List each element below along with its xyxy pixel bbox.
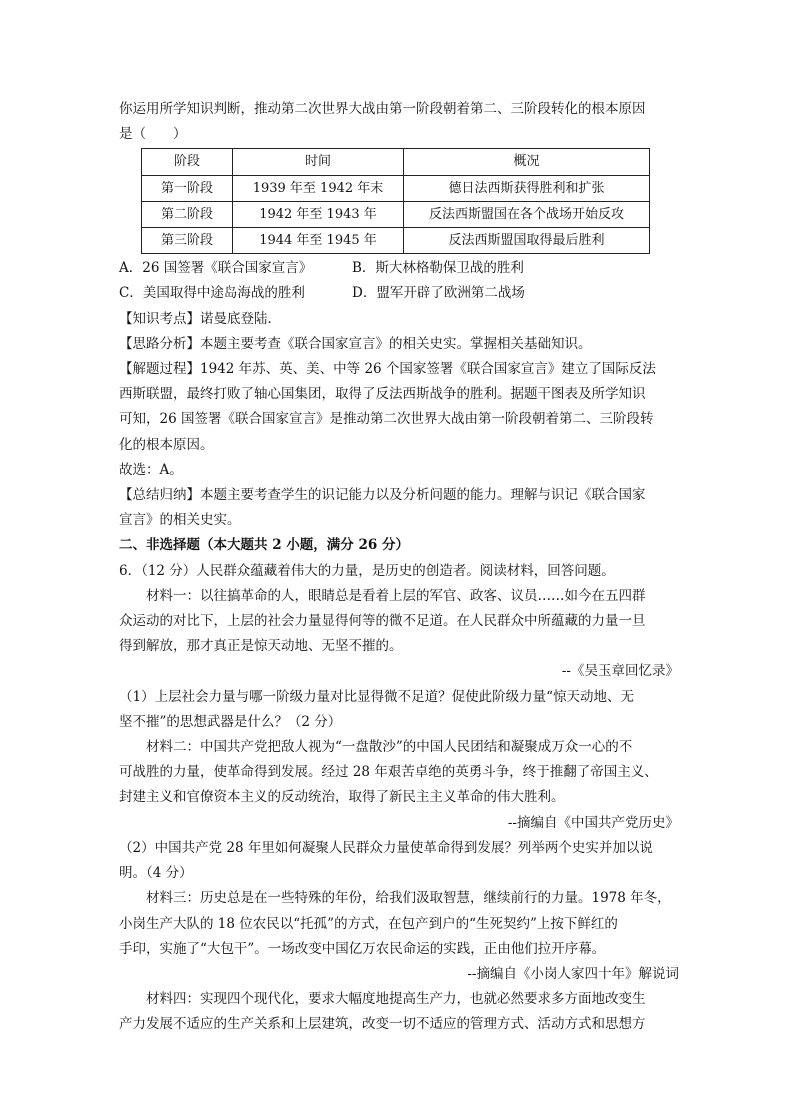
table-row: [142, 201, 650, 227]
option-d: D．盟军开辟了欧洲第二战场: [352, 285, 525, 302]
question5-stem-line2: 是（ ）: [119, 126, 187, 143]
summary-line2: 宣言》的相关史实。: [119, 512, 241, 529]
table-cell: 1944 年至 1945 年: [233, 228, 404, 254]
knowledge-point: 【知识考点】诺曼底登陆．: [119, 310, 281, 327]
solution-line3: 可知，26 国签署《联合国家宣言》是推动第二次世界大战由第一阶段朝着第二、三阶段转: [119, 411, 654, 428]
table-cell: 反法西斯盟国在各个战场开始反攻: [404, 201, 650, 227]
table-header-row: [142, 149, 650, 175]
material1-line3: 得到解放，那才真正是惊天动地、无坚不摧的。: [119, 638, 403, 655]
material2-line1: 材料二：中国共产党把敌人视为“一盘散沙”的中国人民团结和凝聚成万众一心的不: [146, 739, 633, 756]
table-cell: 第三阶段: [142, 228, 233, 254]
solution-line4: 化的根本原因。: [119, 436, 214, 453]
table-header-cell: 概况: [404, 149, 650, 175]
summary-line1: 【总结归纳】本题主要考查学生的识记能力以及分析问题的能力。理解与识记《联合国家: [119, 487, 646, 504]
material3-line2: 小岗生产大队的 18 位农民以“托孤”的方式，在包产到户的“生死契约”上按下鲜红的: [119, 915, 618, 932]
table-cell: 德日法西斯获得胜利和扩张: [404, 175, 650, 201]
q1-line2: 坚不摧”的思想武器是什么？（2 分）: [119, 713, 342, 730]
table-cell: 反法西斯盟国取得最后胜利: [404, 228, 650, 254]
material3-source: --摘编自《小岗人家四十年》解说词: [467, 965, 679, 982]
table-row: [142, 228, 650, 254]
table-cell: 第二阶段: [142, 201, 233, 227]
material1-line1: 材料一：以往搞革命的人，眼睛总是看着上层的军官、政客、议员……如今在五四群: [146, 587, 646, 604]
material3-line1: 材料三：历史总是在一些特殊的年份，给我们汲取智慧，继续前行的力量。1978 年冬，: [146, 890, 671, 907]
q2-line2: 明。（4 分）: [119, 865, 193, 882]
section-heading: 二、非选择题（本大题共 2 小题，满分 26 分）: [119, 537, 409, 554]
analysis: 【思路分析】本题主要考查《联合国家宣言》的相关史实。掌握相关基础知识。: [119, 335, 592, 352]
q2-line1: （2）中国共产党 28 年里如何凝聚人民群众力量使革命得到发展？列举两个史实并加以说: [119, 839, 653, 856]
table-cell: 1939 年至 1942 年末: [233, 175, 404, 201]
solution-line1: 【解题过程】1942 年苏、英、美、中等 26 个国家签署《联合国家宣言》建立了国际反法: [119, 361, 656, 378]
option-b: B．斯大林格勒保卫战的胜利: [352, 260, 524, 277]
material2-source: --摘编自《中国共产党历史》: [507, 814, 679, 831]
table-header-cell: 阶段: [142, 149, 233, 175]
table-header-cell: 时间: [233, 149, 404, 175]
option-c: C．美国取得中途岛海战的胜利: [119, 285, 305, 302]
material1-source: --《吴玉章回忆录》: [561, 663, 679, 680]
table-cell: 第一阶段: [142, 175, 233, 201]
material3-line3: 手印，实施了“大包干”。一场改变中国亿万农民命运的实践，正由他们拉开序幕。: [119, 940, 606, 957]
solution-line2: 西斯联盟，最终打败了轴心国集团，取得了反法西斯战争的胜利。据题干图表及所学知识: [119, 386, 646, 403]
material2-line2: 可战胜的力量，使革命得到发展。经过 28 年艰苦卓绝的英勇斗争，终于推翻了帝国主义、: [119, 764, 658, 781]
material4-line2: 产力发展不适应的生产关系和上层建筑，改变一切不适应的管理方式、活动方式和思想方: [119, 1016, 646, 1033]
material1-line2: 众运动的对比下，上层的社会力量显得何等的微不足道。在人民群众中所蕴藏的力量一旦: [119, 613, 646, 630]
stages-table: [141, 148, 650, 254]
options-row-2: [119, 281, 679, 306]
answer: 故选：A。: [119, 461, 183, 478]
options-row-1: [119, 256, 679, 281]
table-cell: 1942 年至 1943 年: [233, 201, 404, 227]
material4-line1: 材料四：实现四个现代化，要求大幅度地提高生产力，也就必然要求多方面地改变生: [146, 991, 646, 1008]
table-row: [142, 175, 650, 201]
document-page: [119, 97, 679, 1038]
material2-line3: 封建主义和官僚资本主义的反动统治，取得了新民主主义革命的伟大胜利。: [119, 789, 565, 806]
q1-line1: （1）上层社会力量与哪一阶级力量对比显得微不足道？促使此阶级力量“惊天动地、无: [119, 688, 634, 705]
question6-intro: 6．（12 分）人民群众蕴藏着伟大的力量，是历史的创造者。阅读材料，回答问题。: [119, 562, 615, 579]
option-a: A．26 国签署《联合国家宣言》: [119, 260, 313, 277]
question5-stem-line1: 你运用所学知识判断，推动第二次世界大战由第一阶段朝着第二、三阶段转化的根本原因: [119, 101, 646, 117]
